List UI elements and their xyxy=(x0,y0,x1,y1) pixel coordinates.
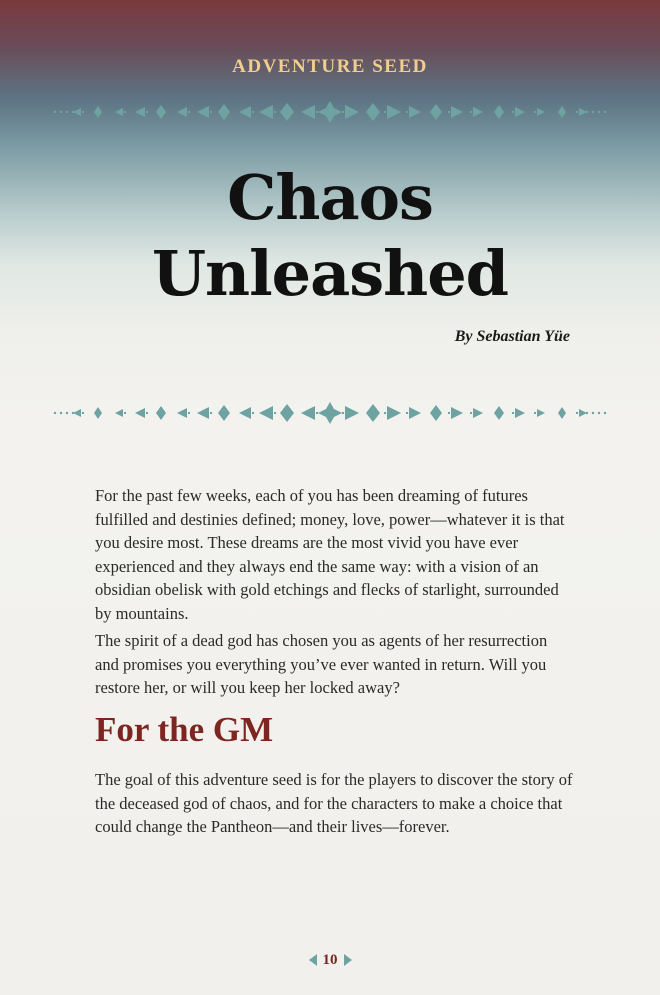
page-number: 10 xyxy=(322,951,338,968)
ornamental-border-icon xyxy=(0,402,660,424)
hook-paragraph: The spirit of a dead god has chosen you as agents of her resurrection and promises you everything you’ve ever wanted in return. Will you restore her, or will you keep her locked away? xyxy=(95,631,548,697)
page-folio xyxy=(0,948,660,972)
article-title xyxy=(0,160,660,312)
page-arrow-left-icon xyxy=(309,954,317,966)
section-kicker: ADVENTURE SEED xyxy=(232,56,428,77)
ornamental-border-icon xyxy=(0,101,660,123)
title-line-1: Chaos xyxy=(227,161,433,234)
page-arrow-right-icon xyxy=(344,954,352,966)
section-heading: For the GM xyxy=(95,710,274,749)
title-line-2: Unleashed xyxy=(151,237,509,310)
byline: By Sebastian Yüe xyxy=(454,328,570,345)
gm-paragraph: The goal of this adventure seed is for the players to discover the story of the deceased god of chaos, and for the characters to make a choice that could change the Pantheon—and their lives—forever. xyxy=(95,770,573,836)
intro-paragraph: For the past few weeks, each of you has been dreaming of futures fulfilled and destinies defined; money, love, power—whatever it is that you desire most. These dreams are the most vivid you have ever experienced and they always end the same way: with a vision of an obsidian obelisk with gold etchings and flecks of starlight, surrounded by mountains. xyxy=(95,486,565,623)
